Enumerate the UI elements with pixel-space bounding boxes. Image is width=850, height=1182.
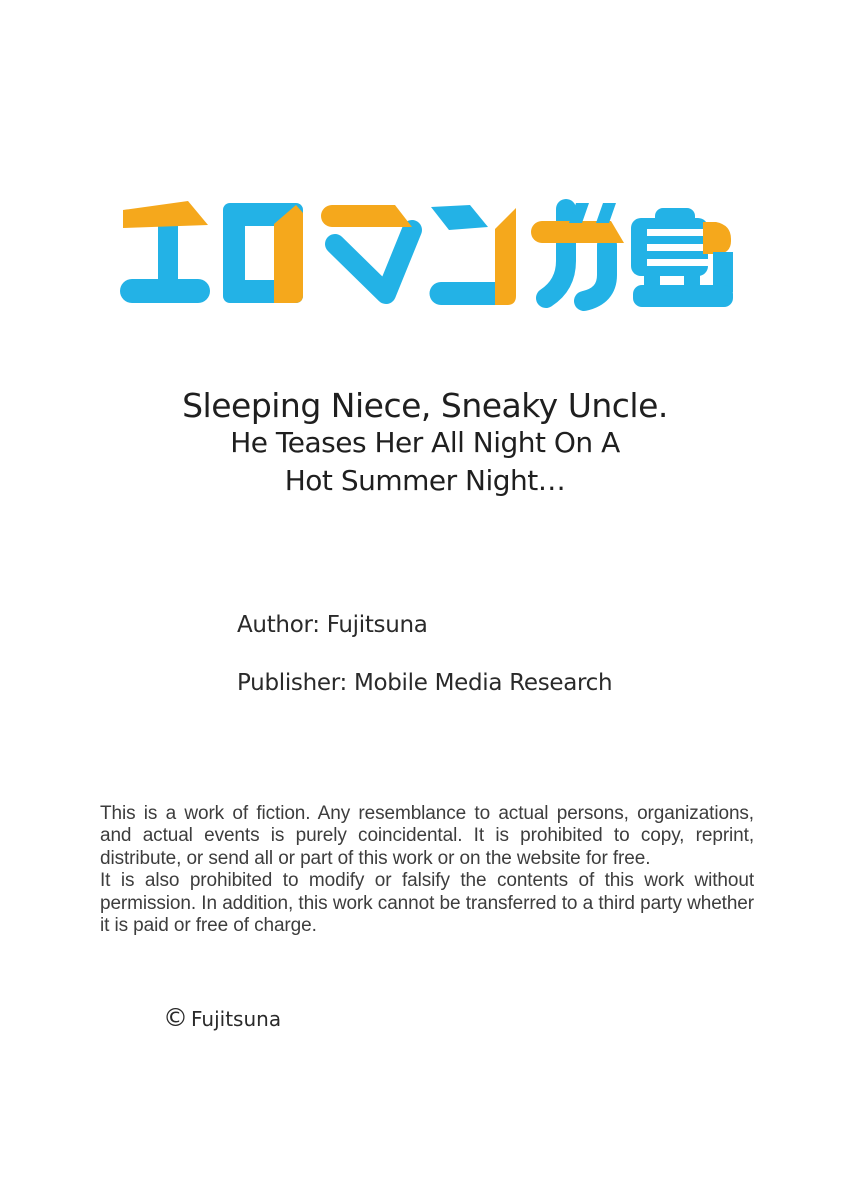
- disclaimer-paragraph-1: This is a work of fiction. Any resemblance to actual persons, organizations, and actual events is purely coincidental. It is prohibited to copy, reprint, distribute, or send all or part of this work or on the website for free.: [100, 803, 754, 869]
- publisher-credit: Publisher: Mobile Media Research: [237, 670, 613, 696]
- copyright-notice: [163, 1003, 282, 1032]
- author-credit: Author: Fujitsuna: [237, 612, 428, 638]
- copyright-symbol-icon: ©: [163, 1003, 188, 1032]
- logo-glyph-ga: [531, 203, 624, 301]
- series-subtitle-line-2: Hot Summer Night…: [284, 464, 566, 497]
- title-block: [0, 388, 850, 500]
- logo-glyph-shima: [631, 208, 733, 307]
- eromanga-jima-logo: [118, 197, 736, 315]
- logo-glyph-ma: [321, 205, 412, 294]
- disclaimer-paragraph-2: It is also prohibited to modify or falsify the contents of this work without permission. In addition, this work cannot be transferred to a third party whether it is paid or free of charge.: [100, 870, 754, 937]
- series-subtitle-line-1: He Teases Her All Night On A: [230, 426, 620, 459]
- logo-glyph-n: [430, 205, 516, 305]
- copyright-holder: Fujitsuna: [191, 1006, 282, 1031]
- fiction-disclaimer: [100, 803, 754, 937]
- logo-glyph-e: [120, 201, 210, 303]
- logo-glyph-ro: [223, 203, 303, 303]
- series-title: Sleeping Niece, Sneaky Uncle.: [182, 386, 668, 425]
